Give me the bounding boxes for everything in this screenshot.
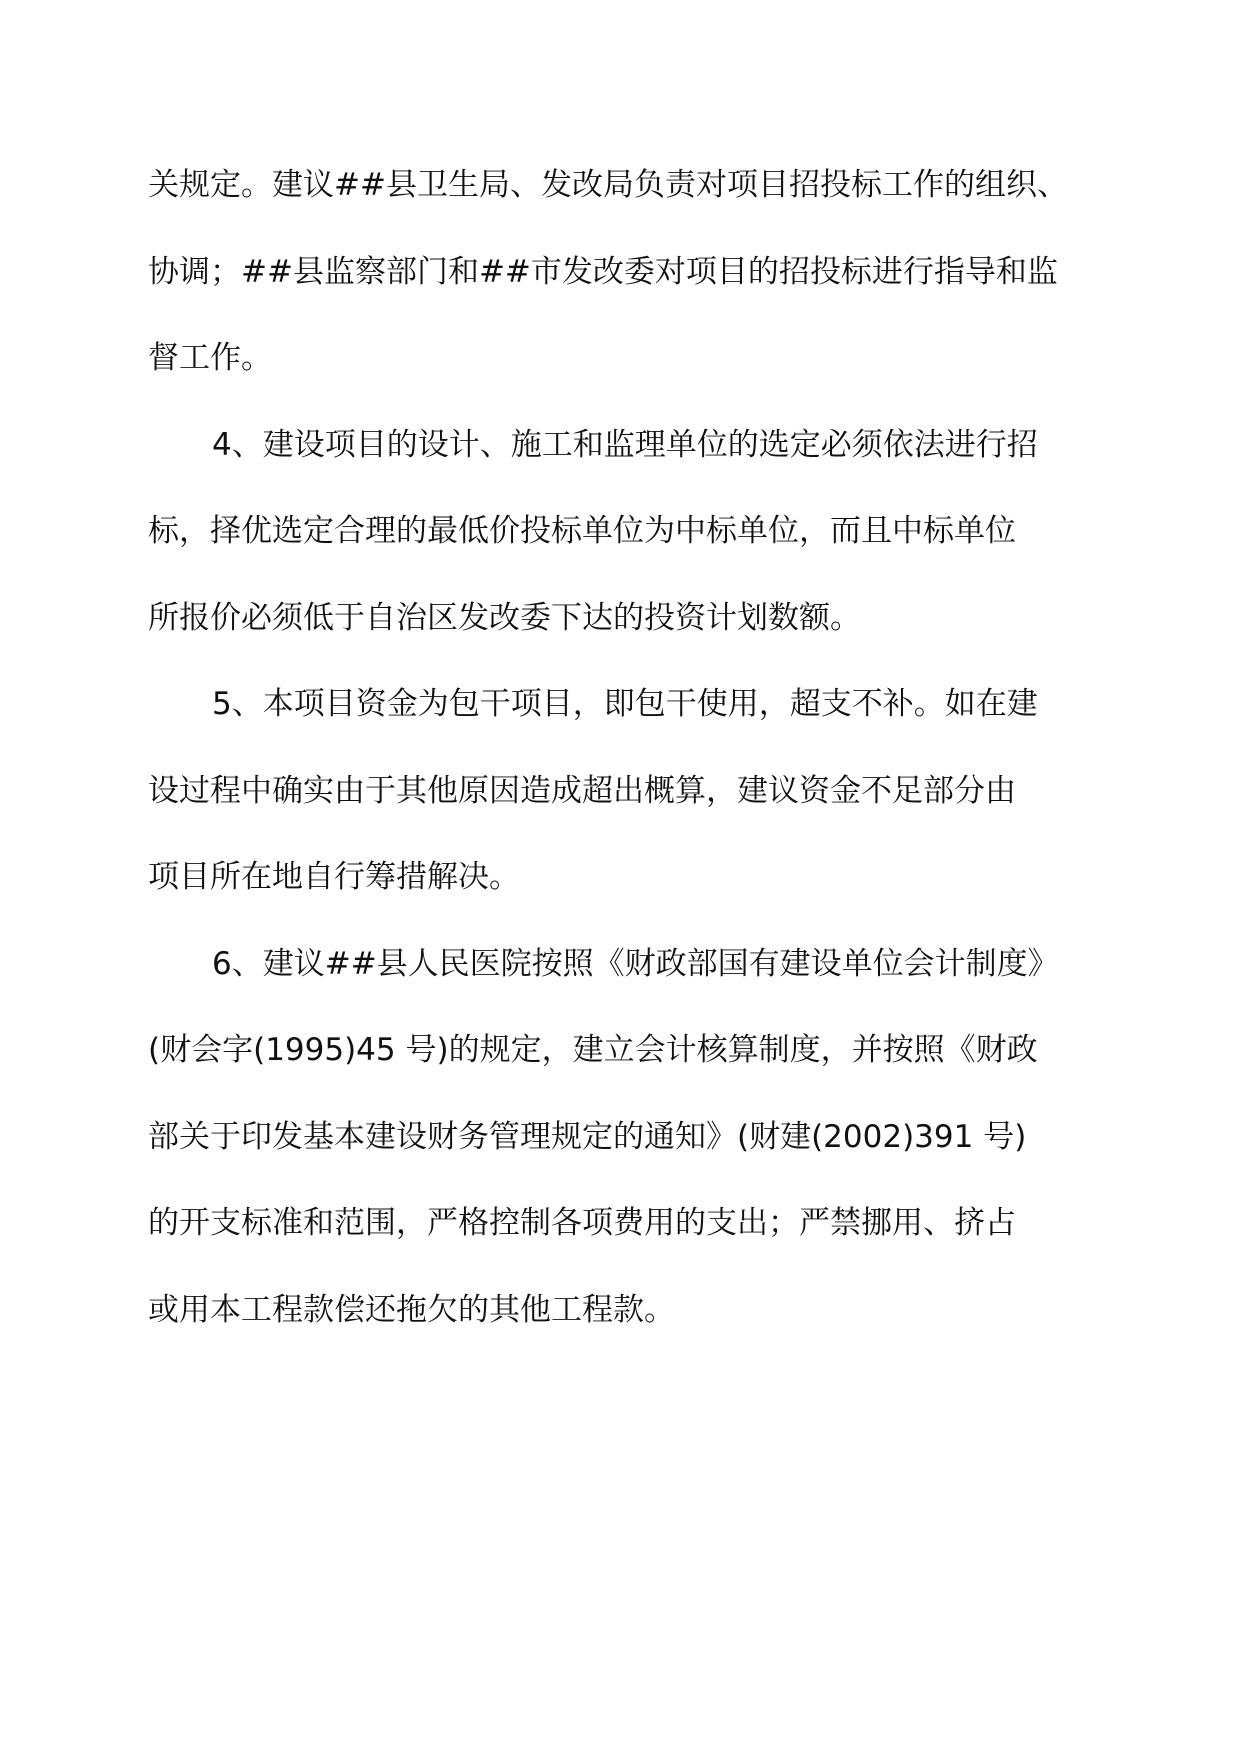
text-line-item-5: 5、本项目资金为包干项目，即包干使用，超支不补。如在建 xyxy=(212,686,1038,722)
text-line: 设过程中确实由于其他原因造成超出概算，建议资金不足部分由 xyxy=(148,772,1016,809)
text-line-item-4: 4、建设项目的设计、施工和监理单位的选定必须依法进行招 xyxy=(212,426,1038,463)
text-line: 项目所在地自行筹措解决。 xyxy=(148,859,520,895)
text-line: 标，择优选定合理的最低价投标单位为中标单位，而且中标单位 xyxy=(148,513,1016,549)
text-line: 关规定。建议##县卫生局、发改局负责对项目招投标工作的组织、 xyxy=(148,167,1068,203)
text-line: 所报价必须低于自治区发改委下达的投资计划数额。 xyxy=(148,599,861,636)
text-line: 督工作。 xyxy=(148,340,272,376)
text-line: 或用本工程款偿还拖欠的其他工程款。 xyxy=(148,1291,675,1328)
text-line: 协调；##县监察部门和##市发改委对项目的招投标进行指导和监 xyxy=(148,253,1058,290)
text-line: (财会字(1995)45 号)的规定，建立会计核算制度，并按照《财政 xyxy=(148,1032,1038,1068)
text-line-item-6: 6、建议##县人民医院按照《财政部国有建设单位会计制度》 xyxy=(212,945,1059,982)
document-body xyxy=(148,142,1108,1353)
text-line: 的开支标准和范围，严格控制各项费用的支出；严禁挪用、挤占 xyxy=(148,1205,1016,1241)
text-line: 部关于印发基本建设财务管理规定的通知》(财建(2002)391 号) xyxy=(148,1118,1027,1155)
